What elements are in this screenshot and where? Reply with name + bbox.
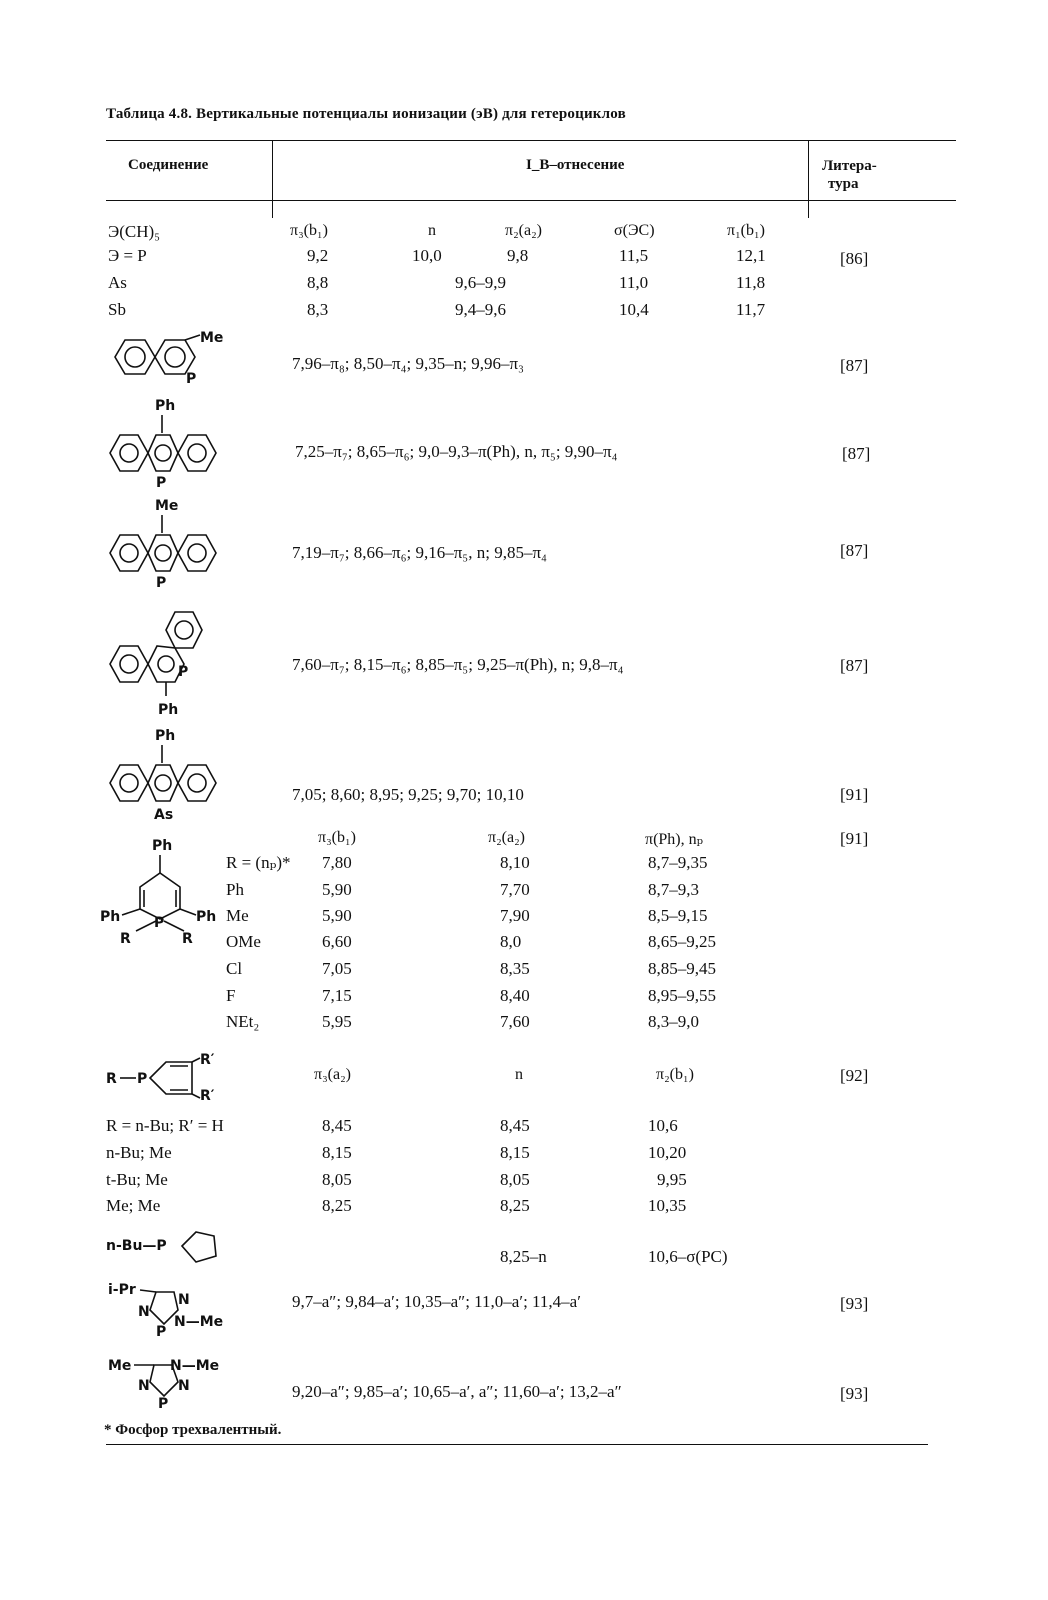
value-cell: 8,05 (322, 1170, 352, 1189)
label-n: N (138, 1378, 150, 1394)
ref-91: [91] (840, 829, 869, 848)
label-r: R (106, 1071, 117, 1087)
value-cell: 12,1 (736, 246, 766, 265)
structure-methylphosphanaphthalene (100, 325, 240, 395)
label-nbu-p: n-Bu—P (106, 1238, 167, 1254)
ref-87: [87] (840, 541, 869, 560)
subheader-sigma-es: σ(ЭС) (614, 222, 655, 239)
label-r-left: R (120, 931, 131, 947)
value-cell: 6,60 (322, 932, 352, 951)
label-p: P (156, 475, 167, 491)
value-cell: 10,35 (648, 1196, 687, 1215)
label-n: N (138, 1304, 150, 1320)
label-me: Me (155, 498, 179, 514)
value-cell: 7,80 (322, 853, 352, 872)
subheader-pi2-a2: π₂(a₂) (488, 829, 525, 846)
header-top-rule (106, 140, 956, 141)
value-cell: 7,05 (322, 959, 352, 978)
label-r-prime-top: R′ (200, 1052, 215, 1068)
values-s4: 7,60–π₇; 8,15–π₆; 8,85–π₅; 9,25–π(Ph), n; 9,8–π₄ (292, 655, 624, 674)
subheader-n: n (428, 222, 436, 239)
structure-methyl-triazaphosphole (104, 1350, 254, 1410)
substituent-label: Ph (226, 880, 244, 899)
ref-93: [93] (840, 1294, 869, 1313)
structure-phenylphosphaphenanthrene (100, 600, 240, 720)
header-bottom-rule (106, 200, 956, 201)
value-cell: 8,15 (500, 1143, 530, 1162)
label-ph: Ph (155, 728, 176, 744)
value-cell: 5,90 (322, 906, 352, 925)
structure-phenylarsaanthracene (100, 725, 240, 825)
value-cell: 8,25 (500, 1196, 530, 1215)
values-t2: 9,20–a″; 9,85–a′; 10,65–a′, a″; 11,60–a′; 13,2–a″ (292, 1382, 622, 1401)
value-cell: 9,95 (657, 1170, 687, 1189)
substituent-label: OMe (226, 932, 261, 951)
subheader-pi2-b1: π₂(b₁) (656, 1066, 694, 1083)
label-me: Me (200, 330, 224, 346)
column-header-assignment: I_B–отнесение (526, 157, 625, 173)
value-cell: 10,20 (648, 1143, 687, 1162)
column-header-compound: Соединение (128, 157, 209, 173)
label-ph-top: Ph (152, 838, 173, 854)
substituent-label: Cl (226, 959, 243, 978)
substituent-label: Me (226, 906, 249, 925)
label-ph-left: Ph (100, 909, 121, 925)
substituent-label: R = n-Bu; R′ = H (106, 1116, 224, 1135)
label-ph: Ph (155, 398, 176, 414)
label-ipr: i-Pr (108, 1282, 136, 1298)
value-cell: 8,7–9,3 (648, 880, 699, 899)
value-cell: 8,3–9,0 (648, 1012, 699, 1031)
header-divider-left (272, 140, 273, 218)
value-cell: 8,45 (322, 1116, 352, 1135)
value-cell: 9,6–9,9 (455, 273, 506, 292)
substituent-label: R = (nₚ)* (226, 853, 291, 872)
label-ph: Ph (158, 702, 179, 718)
structure-phenylphosphaanthracene (100, 395, 240, 495)
value-cell: 8,0 (500, 932, 522, 951)
ref-87: [87] (840, 656, 869, 675)
label-me: Me (108, 1358, 132, 1374)
value-cell: 7,90 (500, 906, 530, 925)
value-cell: 7,15 (322, 986, 352, 1005)
label-p: P (154, 915, 165, 931)
value-cell: 8,05 (500, 1170, 530, 1189)
structure-butylphospholane (104, 1226, 234, 1270)
value-cell: 8,40 (500, 986, 530, 1005)
value-cell: 10,4 (619, 300, 649, 319)
label-ph-right: Ph (196, 909, 217, 925)
subheader-n: n (515, 1066, 523, 1083)
value-cell: 8,95–9,55 (648, 986, 716, 1005)
value-cell: 8,25 (322, 1196, 352, 1215)
column-header-refs-line1: Литера- (822, 158, 877, 174)
value-cell: 9,4–9,6 (455, 300, 506, 319)
subheader-pi-ph-np: π(Ph), nₚ (645, 831, 704, 848)
label-as: As (154, 807, 174, 823)
label-p: P (156, 1324, 167, 1340)
label-p: P (158, 1396, 169, 1412)
value-cell: 8,85–9,45 (648, 959, 716, 978)
value-cell: 8,15 (322, 1143, 352, 1162)
ref-93: [93] (840, 1384, 869, 1403)
label-p: P (156, 575, 167, 591)
column-header-refs-line2: тура (828, 176, 859, 192)
value-cell: 5,90 (322, 880, 352, 899)
label-r-right: R (182, 931, 193, 947)
bottom-rule (106, 1444, 928, 1445)
subheader-pi3-b1: π₃(b₁) (290, 222, 328, 239)
value-cell: 5,95 (322, 1012, 352, 1031)
footnote: * Фосфор трехвалентный. (104, 1422, 282, 1438)
compound-sb: Sb (108, 300, 126, 319)
subheader-pi2-a2: π₂(a₂) (505, 222, 542, 239)
value-cell: 8,8 (307, 273, 329, 292)
structure-triphenylphosphinine (100, 835, 220, 945)
structure-isopropyl-triazaphosphole (104, 1280, 254, 1340)
subheader-pi3-a2: π₃(a₂) (314, 1066, 351, 1083)
value-cell: 8,5–9,15 (648, 906, 708, 925)
structure-phosphole (104, 1050, 234, 1105)
value-cell: 11,0 (619, 273, 649, 292)
ref-86: [86] (840, 249, 869, 268)
label-r-prime-bottom: R′ (200, 1088, 215, 1104)
value-cell: 8,3 (307, 300, 329, 319)
value-cell: 11,5 (619, 246, 649, 265)
compound-e-p: Э = P (108, 246, 147, 265)
substituent-label: t-Bu; Me (106, 1170, 168, 1189)
value-cell: 8,65–9,25 (648, 932, 716, 951)
label-n-me: N—Me (174, 1314, 224, 1330)
value-cell: 9,8 (507, 246, 529, 265)
value-cell: 8,35 (500, 959, 530, 978)
label-p: P (137, 1071, 148, 1087)
compound-e-ch5: Э(CH)₅ (108, 222, 161, 241)
label-n: N (178, 1292, 190, 1308)
values-t1: 9,7–a″; 9,84–a′; 10,35–a″; 11,0–a′; 11,4–a′ (292, 1292, 581, 1311)
label-n: N (178, 1378, 190, 1394)
value-cell: 8,7–9,35 (648, 853, 708, 872)
value-cell: 10,6–σ(PC) (648, 1247, 728, 1266)
values-s1: 7,96–π₈; 8,50–π₄; 9,35–n; 9,96–π₃ (292, 354, 524, 373)
value-cell: 11,8 (736, 273, 766, 292)
value-cell: 7,60 (500, 1012, 530, 1031)
value-cell: 10,6 (648, 1116, 678, 1135)
substituent-label: n-Bu; Me (106, 1143, 172, 1162)
value-cell: 9,2 (307, 246, 329, 265)
values-s3: 7,19–π₇; 8,66–π₆; 9,16–π₅, n; 9,85–π₄ (292, 543, 547, 562)
value-cell: 8,10 (500, 853, 530, 872)
value-cell: 7,70 (500, 880, 530, 899)
table-title: Таблица 4.8. Вертикальные потенциалы ионизации (эВ) для гетероциклов (106, 106, 626, 122)
substituent-label: Me; Me (106, 1196, 161, 1215)
compound-as: As (108, 273, 127, 292)
value-cell: 8,45 (500, 1116, 530, 1135)
subheader-pi3-b1: π₃(b₁) (318, 829, 356, 846)
value-cell: 10,0 (412, 246, 442, 265)
values-s5: 7,05; 8,60; 8,95; 9,25; 9,70; 10,10 (292, 785, 524, 804)
ref-91: [91] (840, 785, 869, 804)
ref-87: [87] (840, 356, 869, 375)
ref-87: [87] (842, 444, 871, 463)
substituent-label: F (226, 986, 236, 1005)
values-s2: 7,25–π₇; 8,65–π₆; 9,0–9,3–π(Ph), n, π₅; 9,90–π₄ (295, 442, 618, 461)
value-cell: 11,7 (736, 300, 766, 319)
ref-92: [92] (840, 1066, 869, 1085)
value-cell: 8,25–n (500, 1247, 547, 1266)
label-n-me: N—Me (170, 1358, 220, 1374)
label-p: P (186, 371, 197, 387)
label-p: P (178, 664, 189, 680)
subheader-pi1-b1: π₁(b₁) (727, 222, 765, 239)
substituent-label: NEt₂ (226, 1012, 260, 1031)
structure-methylphosphaanthracene (100, 495, 240, 595)
header-divider-right (808, 140, 809, 218)
